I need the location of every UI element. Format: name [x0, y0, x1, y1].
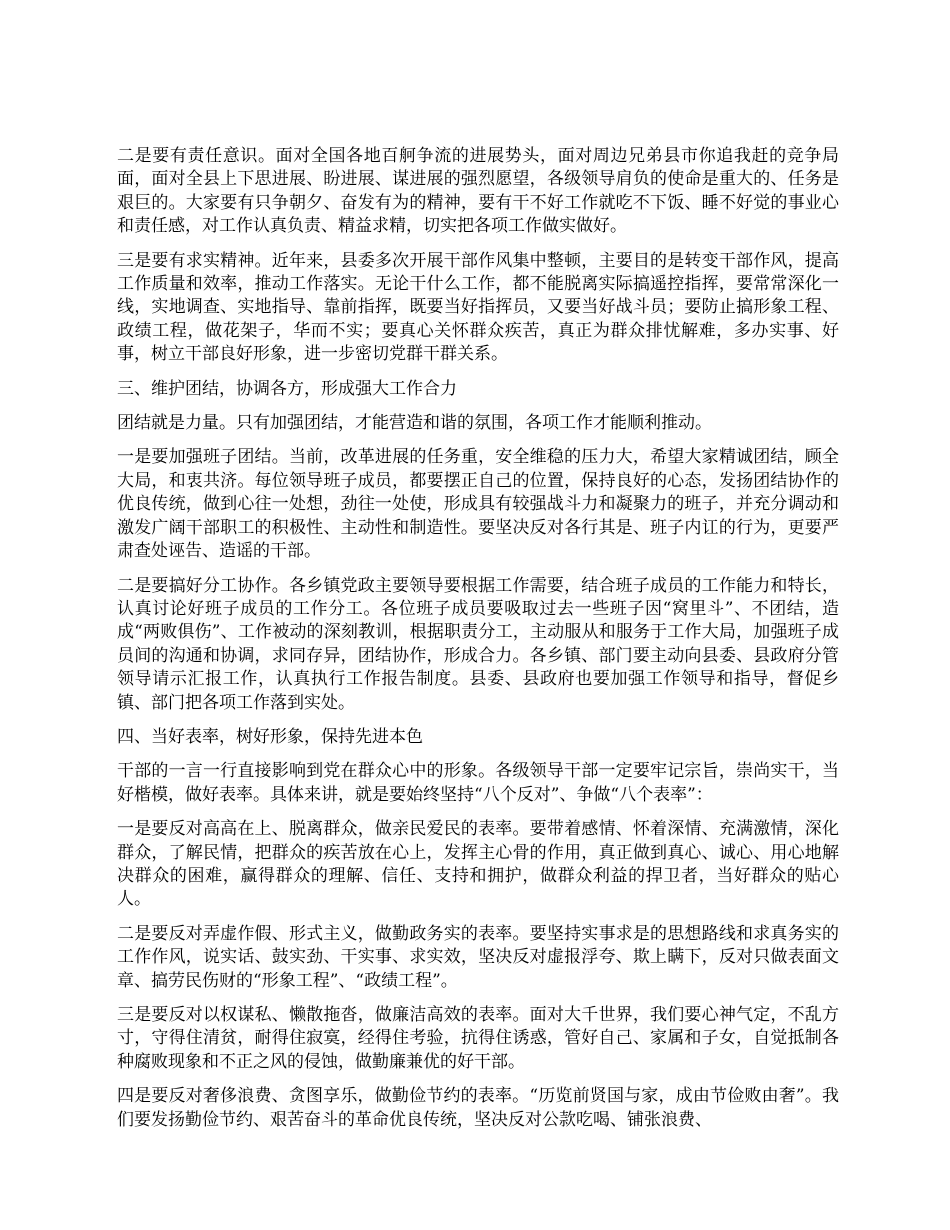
paragraph-clean-efficient: 三是要反对以权谋私、懒散拖沓，做廉洁高效的表率。面对大千世界，我们要心神气定，不乱方寸，守得住清贫，耐得住寂寞，经得住考验，抗得住诱惑，管好自己、家属和子女，自觉抵制各种腐败现象和不正之风的侵蚀，做勤廉兼优的好干部。	[117, 1005, 839, 1072]
section-heading-example: 四、当好表率，树好形象，保持先进本色	[117, 726, 423, 747]
paragraph-practical-spirit: 三是要有求实精神。近年来，县委多次开展干部作风集中整顿，主要目的是转变干部作风，提高工作质量和效率，推动工作落实。无论干什么工作，都不能脱离实际搞遥控指挥，要常常深化一线，实地调查、实地指导、靠前指挥，既要当好指挥员，又要当好战斗员；要防止搞形象工程、政绩工程，做花架子，华而不实；要真心关怀群众疾苦，真正为群众排忧解难，多办实事、好事，树立干部良好形象，进一步密切党群干群关系。	[117, 250, 839, 365]
document-page	[117, 145, 839, 1143]
section-heading-unity: 三、维护团结，协调各方，形成强大工作合力	[117, 378, 457, 399]
paragraph-pragmatic: 二是要反对弄虚作假、形式主义，做勤政务实的表率。要坚持实事求是的思想路线和求真务实的工作作风，说实话、鼓实劲、干实事、求实效，坚决反对虚报浮夸、欺上瞒下，反对只做表面文章、搞劳民伤财的“形象工程”、“政绩工程”。	[117, 923, 839, 991]
paragraph-example-intro: 干部的一言一行直接影响到党在群众心中的形象。各级领导干部一定要牢记宗旨，崇尚实干，当好楷模，做好表率。具体来讲，就是要始终坚持“八个反对”、争做“八个表率”：	[117, 761, 839, 805]
paragraph-team-unity: 一是要加强班子团结。当前，改革进展的任务重，安全维稳的压力大，希望大家精诚团结，顾全大局，和衷共济。每位领导班子成员，都要摆正自己的位置，保持良好的心态，发扬团结协作的优良传统，做到心往一处想，劲往一处使，形成具有较强战斗力和凝聚力的班子，并充分调动和激发广阔干部职工的积极性、主动性和制造性。要坚决反对各行其是、班子内讧的行为，更要严肃查处诬告、造谣的干部。	[117, 447, 839, 562]
paragraph-unity-intro: 团结就是力量。只有加强团结，才能营造和谐的氛围，各项工作才能顺利推动。	[117, 413, 712, 434]
paragraph-division-of-labor: 二是要搞好分工协作。各乡镇党政主要领导要根据工作需要，结合班子成员的工作能力和特长，认真讨论好班子成员的工作分工。各位班子成员要吸取过去一些班子因“窝里斗”、不团结，造成“两败俱伤”、工作被动的深刻教训，根据职责分工，主动服从和服务于工作大局，加强班子成员间的沟通和协调，求同存异，团结协作，形成合力。各乡镇、部门要主动向县委、县政府分管领导请示汇报工作，认真执行工作报告制度。县委、县政府也要加强工作领导和指导，督促乡镇、部门把各项工作落到实处。	[117, 575, 839, 713]
paragraph-responsibility: 二是要有责任意识。面对全国各地百舸争流的进展势头，面对周边兄弟县市你追我赶的竞争局面，面对全县上下思进展、盼进展、谋进展的强烈愿望，各级领导肩负的使命是重大的、任务是艰巨的。大家要有只争朝夕、奋发有为的精神，要有干不好工作就吃不下饭、睡不好觉的事业心和责任感，对工作认真负责、精益求精，切实把各项工作做实做好。	[117, 146, 839, 237]
paragraph-frugal: 四是要反对奢侈浪费、贪图享乐，做勤俭节约的表率。“历览前贤国与家，成由节俭败由奢”。我们要发扬勤俭节约、艰苦奋斗的革命优良传统，坚决反对公款吃喝、铺张浪费、	[117, 1086, 839, 1130]
paragraph-close-to-people: 一是要反对高高在上、脱离群众，做亲民爱民的表率。要带着感情、怀着深情、充满激情，深化群众，了解民情，把群众的疾苦放在心上，发挥主心骨的作用，真正做到真心、诚心、用心地解决群众的困难，赢得群众的理解、信任、支持和拥护，做群众利益的捍卫者，当好群众的贴心人。	[117, 819, 839, 910]
